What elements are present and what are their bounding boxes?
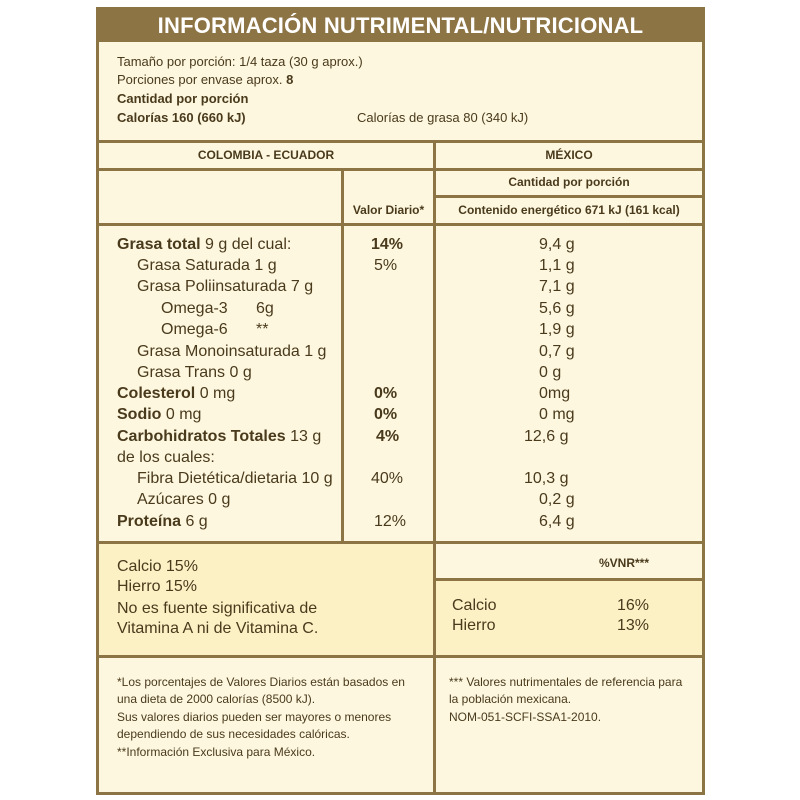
- nutrient-name: Grasa Poliinsaturada 7 g: [137, 278, 314, 295]
- col-header-energy-content: Contenido energético 671 kJ (161 kcal): [458, 203, 680, 217]
- hierro-label: Hierro: [452, 617, 496, 634]
- nutrient-amount: 6g: [256, 300, 274, 317]
- nutrient-mx: 0,2 g: [539, 491, 575, 508]
- nutrient-dv: 0%: [374, 406, 398, 423]
- nutrition-panel: [96, 7, 705, 795]
- nutrient-name: Colesterol 0 mg: [117, 385, 236, 402]
- nutrient-name: Grasa Monoinsaturada 1 g: [137, 343, 327, 360]
- col-header-mexico: MÉXICO: [545, 148, 593, 162]
- nutrient-mx: 1,1 g: [539, 257, 575, 274]
- calcio-label: Calcio: [452, 597, 497, 614]
- vitamin-note: Vitamina A ni de Vitamina C.: [117, 620, 319, 637]
- nutrient-name: Omega-6: [161, 321, 228, 338]
- nutrient-mx: 12,6 g: [524, 428, 569, 445]
- nutrient-dv: 0%: [374, 385, 398, 402]
- footnote: la población mexicana.: [449, 692, 572, 706]
- footnote: dependiendo de sus necesidades calóricas.: [117, 727, 350, 741]
- nutrient-name: Azúcares 0 g: [137, 491, 231, 508]
- nutrient-mx: 0mg: [539, 385, 571, 402]
- nutrient-dv: 4%: [376, 428, 400, 445]
- nutrient-name: Grasa Trans 0 g: [137, 364, 252, 381]
- nutrient-mx: 0 mg: [539, 406, 575, 423]
- col-header-daily-value: Valor Diario*: [352, 203, 425, 217]
- nutrient-name: Grasa total 9 g del cual:: [117, 236, 292, 253]
- calcio-vnr: 16%: [617, 597, 650, 614]
- nutrient-mx: 6,4 g: [539, 513, 575, 530]
- divider: [99, 655, 702, 658]
- page-title: INFORMACIÓN NUTRIMENTAL/NUTRICIONAL: [99, 10, 702, 42]
- divider: [436, 195, 702, 198]
- nutrient-name: Grasa Saturada 1 g: [137, 257, 277, 274]
- footnote: *Los porcentajes de Valores Diarios están basados en: [117, 675, 405, 689]
- footnote: Sus valores diarios pueden ser mayores o menores: [117, 710, 392, 724]
- nutrient-mx: 10,3 g: [524, 470, 569, 487]
- divider: [99, 223, 702, 226]
- nutrient-mx: 0 g: [539, 364, 562, 381]
- col-header-colombia-ecuador: COLOMBIA - ECUADOR: [197, 148, 335, 162]
- nutrient-name: Fibra Dietética/dietaria 10 g: [137, 470, 333, 487]
- nutrient-dv: 40%: [371, 470, 404, 487]
- footnote: una dieta de 2000 calorías (8500 kJ).: [117, 692, 316, 706]
- vitamin-note: No es fuente significativa de: [117, 600, 318, 617]
- servings-per-container: Porciones por envase aprox. 8: [117, 72, 294, 87]
- nutrient-dv: 12%: [374, 513, 407, 530]
- nutrient-mx: 9,4 g: [539, 236, 575, 253]
- nutrient-dv: 5%: [374, 257, 398, 274]
- nutrient-name: Carbohidratos Totales 13 g: [117, 428, 322, 445]
- nutrient-amount: **: [256, 321, 269, 338]
- hierro-vnr: 13%: [617, 617, 650, 634]
- amount-per-serving: Cantidad por porción: [117, 91, 249, 106]
- column-divider: [341, 168, 344, 541]
- footnote: NOM-051-SCFI-SSA1-2010.: [449, 710, 602, 724]
- column-divider: [433, 140, 436, 792]
- divider: [99, 168, 702, 171]
- calcio-dv: Calcio 15%: [117, 558, 198, 575]
- nutrient-mx: 5,6 g: [539, 300, 575, 317]
- serving-size: Tamaño por porción: 1/4 taza (30 g aprox.): [117, 54, 363, 69]
- nutrient-dv: 14%: [371, 236, 404, 253]
- calories: Calorías 160 (660 kJ): [117, 110, 246, 125]
- nutrient-mx: 7,1 g: [539, 278, 575, 295]
- footnote: *** Valores nutrimentales de referencia para: [449, 675, 683, 689]
- divider: [99, 140, 702, 143]
- nutrient-mx: 0,7 g: [539, 343, 575, 360]
- nutrient-name: de los cuales:: [117, 449, 215, 466]
- col-header-amount-per-serving: Cantidad por porción: [508, 175, 630, 189]
- vnr-header: %VNR***: [599, 556, 650, 570]
- hierro-dv: Hierro 15%: [117, 578, 198, 595]
- nutrient-name: Proteína 6 g: [117, 513, 208, 530]
- nutrient-name: Sodio 0 mg: [117, 406, 202, 423]
- nutrient-mx: 1,9 g: [539, 321, 575, 338]
- nutrient-name: Omega-3: [161, 300, 228, 317]
- footnote: **Información Exclusiva para México.: [117, 745, 316, 759]
- fat-calories: Calorías de grasa 80 (340 kJ): [357, 110, 529, 125]
